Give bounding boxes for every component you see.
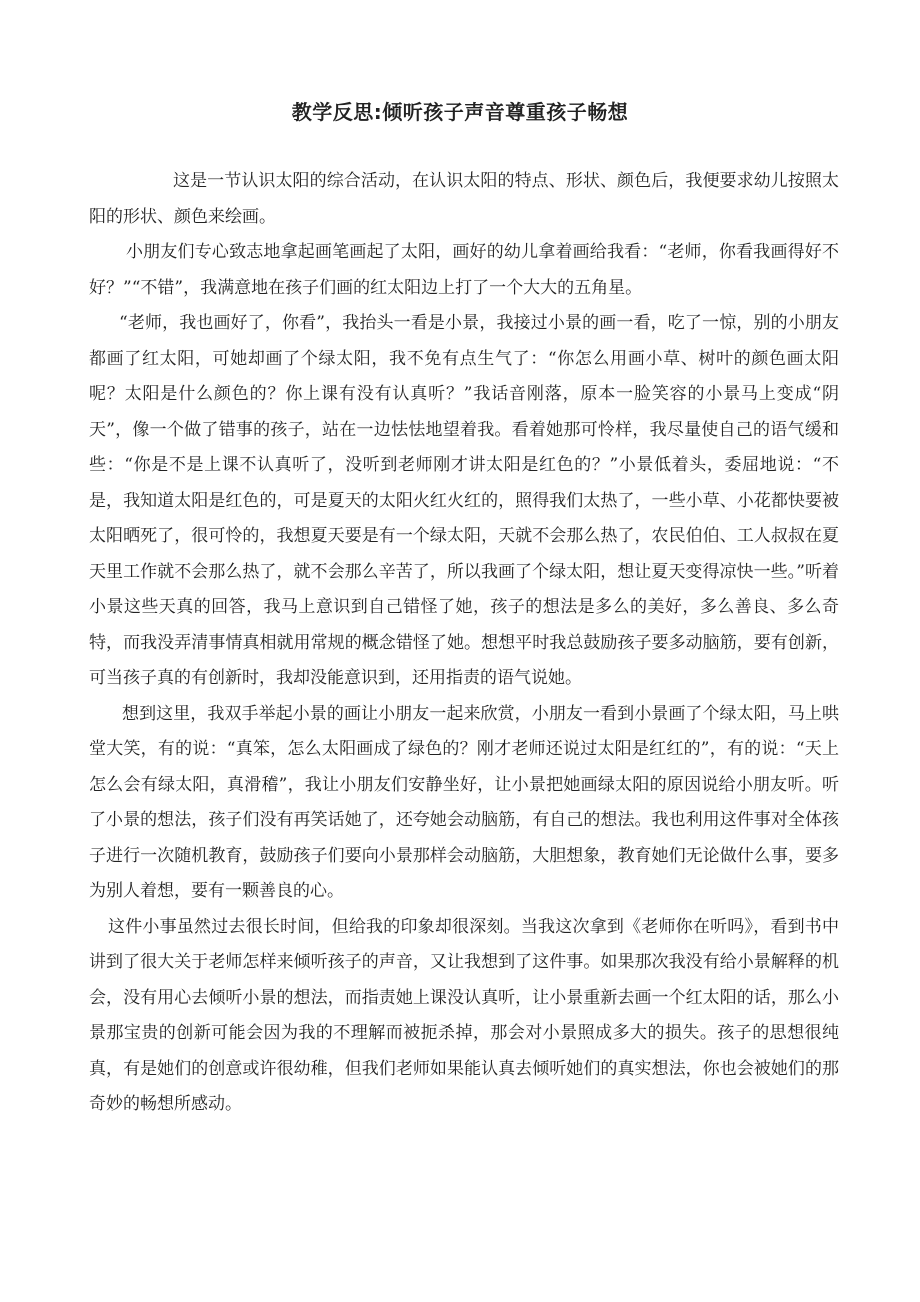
paragraph-1: 这是一节认识太阳的综合活动，在认识太阳的特点、形状、颜色后，我便要求幼儿按照太阳的形状、颜色来绘画。 <box>89 171 839 227</box>
paragraph-5: 这件小事虽然过去很长时间，但给我的印象却很深刻。当我这次拿到《老师你在听吗》，看到书中讲到了很大关于老师怎样来倾听孩子的声音，又让我想到了这件事。如果那次我没有给小景解释的机会，没有用心去倾听小景的想法，而指责她上课没认真听，让小景重新去画一个红太阳的话，那么小景那宝贵的创新可能会因为我的不理解而被扼杀掉，那会对小景照成多大的损失。孩子的思想很纯真，有是她们的创意或许很幼稚，但我们老师如果能认真去倾听她们的真实想法，你也会被她们的那奇妙的畅想所感动。 <box>89 916 839 1114</box>
paragraph-3: “老师，我也画好了，你看”，我抬头一看是小景，我接过小景的画一看，吃了一惊，别的小朋友都画了红太阳，可她却画了个绿太阳，我不免有点生气了：“你怎么用画小草、树叶的颜色画太阳呢？太阳是什么颜色的？你上课有没有认真听？”我话音刚落，原本一脸笑容的小景马上变成“阴天”，像一个做了错事的孩子，站在一边怯怯地望着我。看着她那可怜样，我尽量使自己的语气缓和些：“你是不是上课不认真听了，没听到老师刚才讲太阳是红色的？”小景低着头，委屈地说：“不是，我知道太阳是红色的，可是夏天的太阳火红火红的，照得我们太热了，一些小草、小花都快要被太阳晒死了，很可怜的，我想夏天要是有一个绿太阳，天就不会那么热了，农民伯伯、工人叔叔在夏天里工作就不会那么热了，就不会那么辛苦了，所以我画了个绿太阳，想让夏天变得凉快一些。”听着小景这些天真的回答，我马上意识到自己错怪了她，孩子的想法是多么的美好，多么善良、多么奇特，而我没弄清事情真相就用常规的概念错怪了她。想想平时我总鼓励孩子要多动脑筋，要有创新，可当孩子真的有创新时，我却没能意识到，还用指责的语气说她。 <box>89 313 839 688</box>
paragraph-4: 想到这里，我双手举起小景的画让小朋友一起来欣赏，小朋友一看到小景画了个绿太阳，马上哄堂大笑，有的说：“真笨，怎么太阳画成了绿色的？刚才老师还说过太阳是红红的”，有的说：“天上怎么会有绿太阳，真滑稽”，我让小朋友们安静坐好，让小景把她画绿太阳的原因说给小朋友听。听了小景的想法，孩子们没有再笑话她了，还夸她会动脑筋，有自己的想法。我也利用这件事对全体孩子进行一次随机教育，鼓励孩子们要向小景那样会动脑筋，大胆想象，教育她们无论做什么事，要多为别人着想，要有一颗善良的心。 <box>89 703 839 901</box>
document-body <box>89 164 839 1123</box>
paragraph-2: 小朋友们专心致志地拿起画笔画起了太阳，画好的幼儿拿着画给我看：“老师，你看我画得好不好？”“不错”，我满意地在孩子们画的红太阳边上打了一个大大的五角星。 <box>89 242 839 298</box>
document-title: 教学反思:倾听孩子声音尊重孩子畅想 <box>291 100 629 124</box>
